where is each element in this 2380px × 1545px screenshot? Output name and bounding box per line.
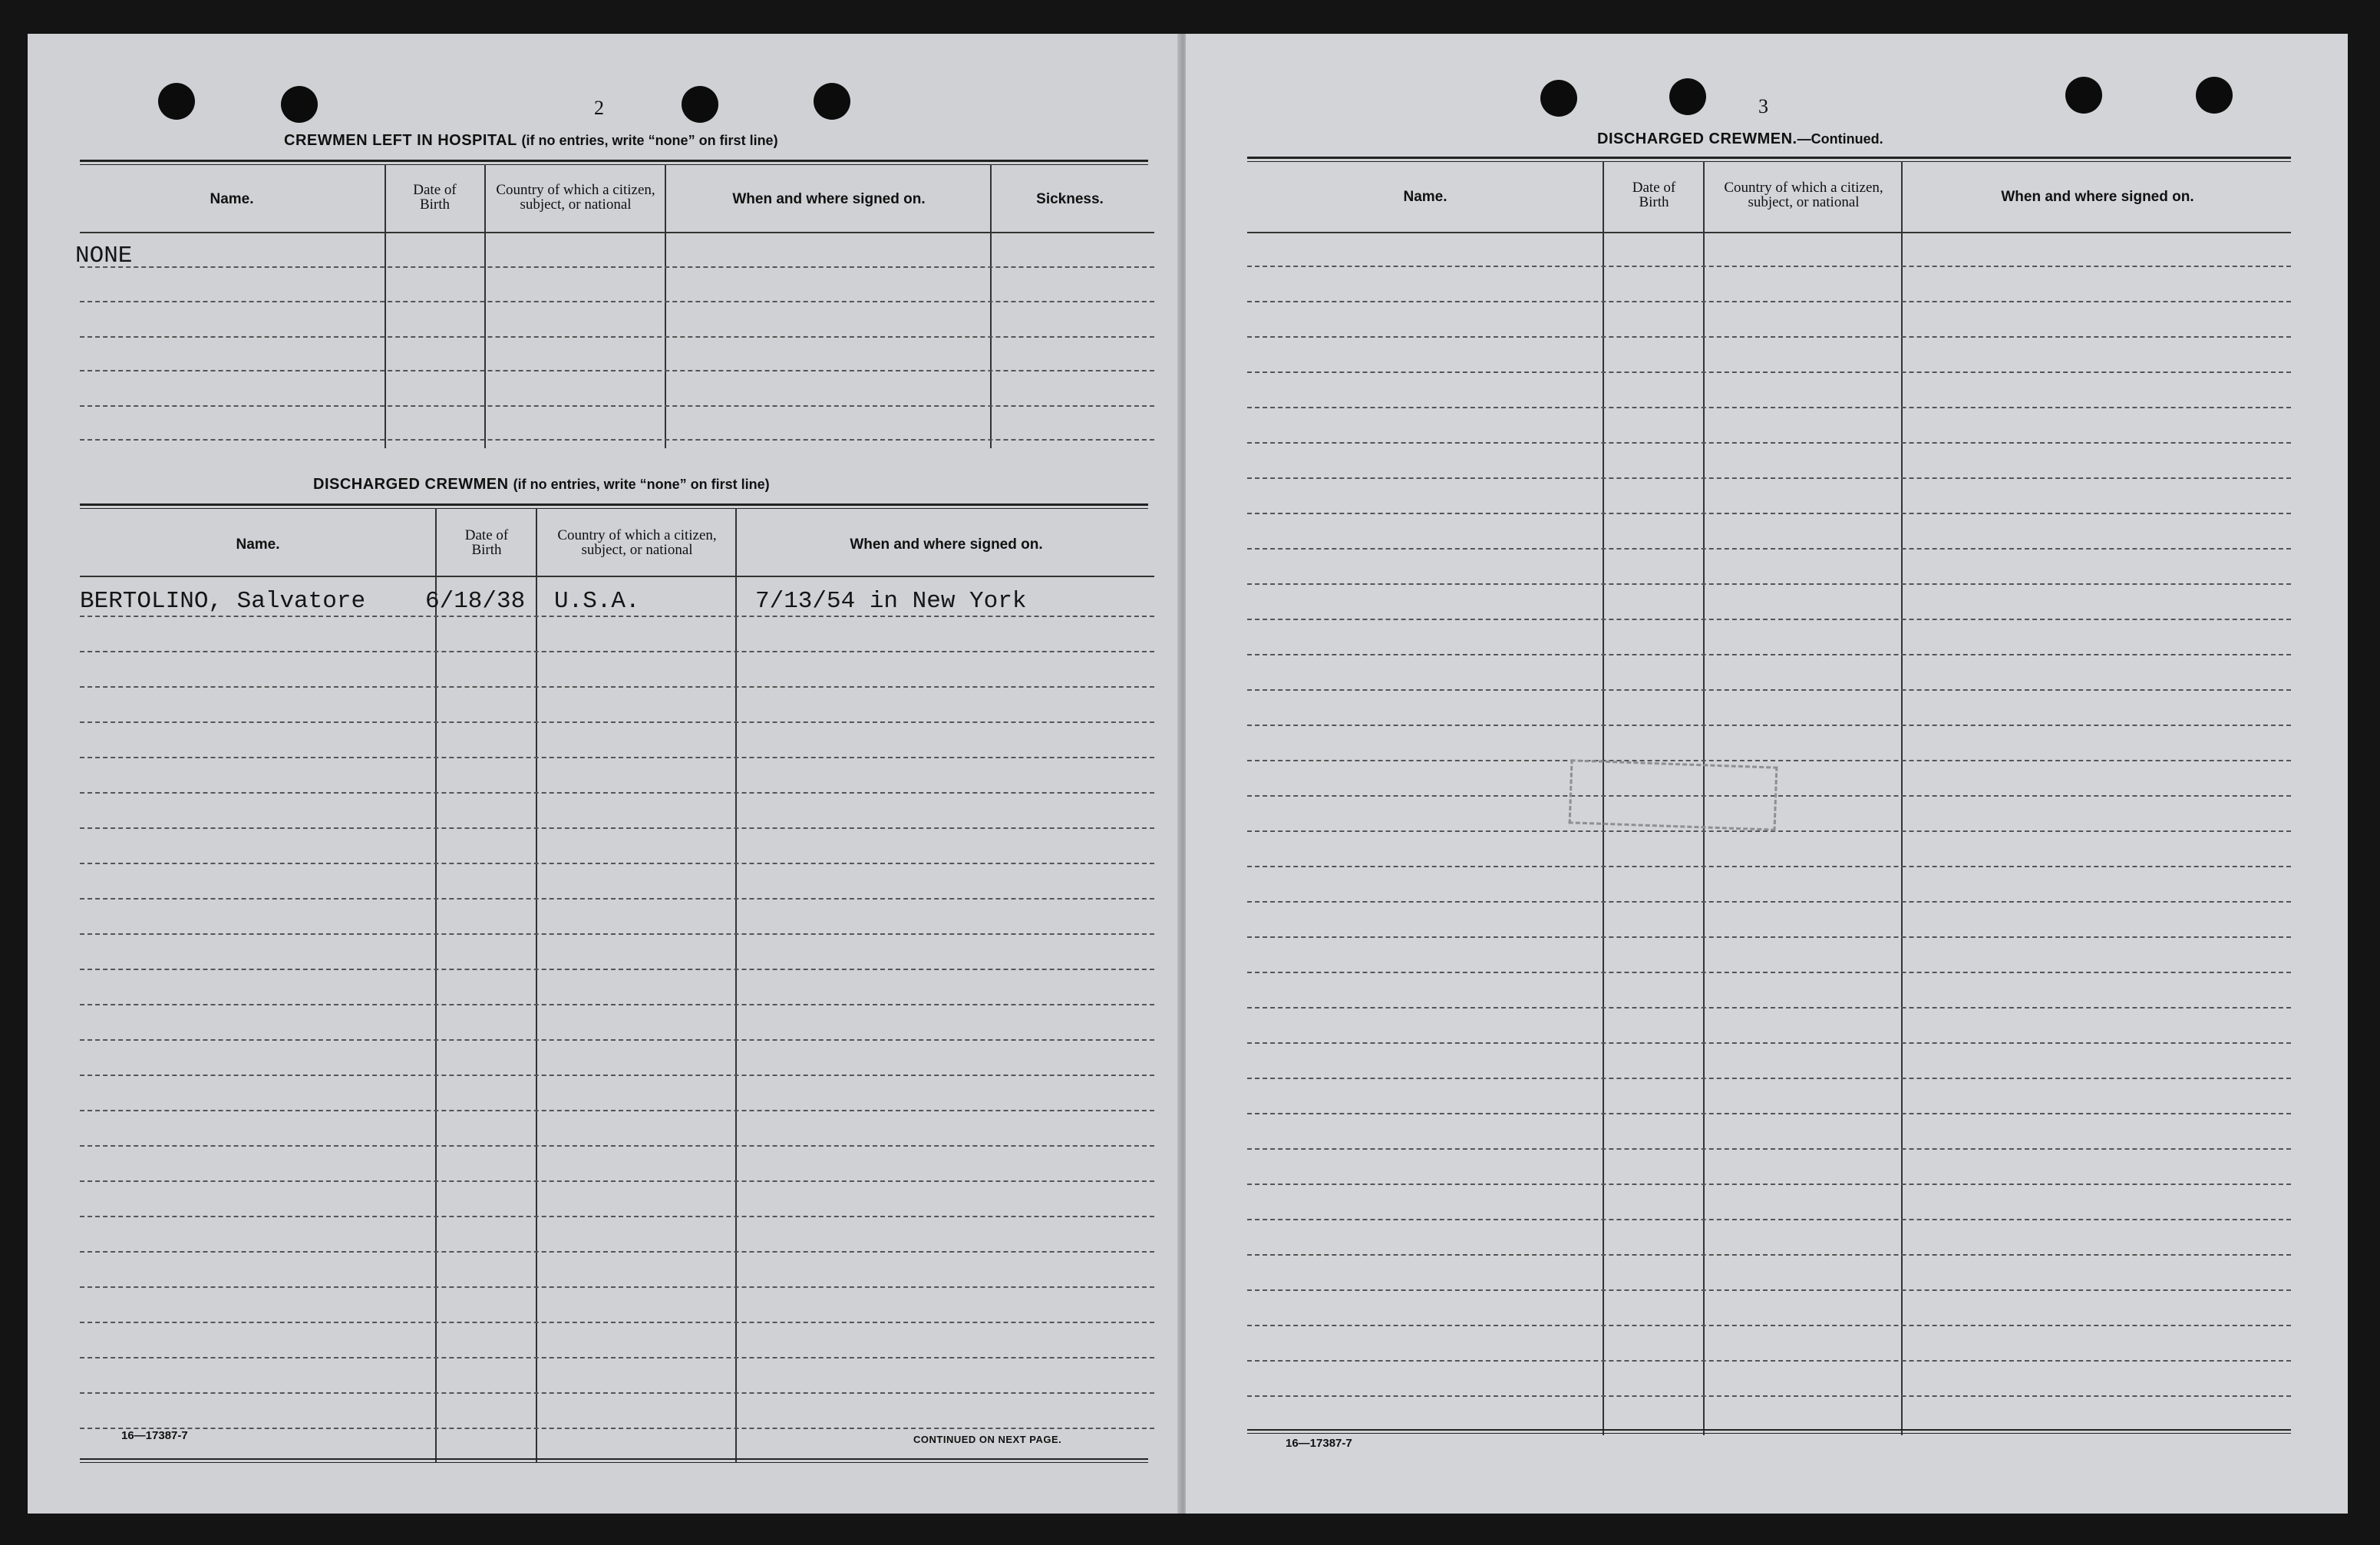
hospital-header-country: Country of which a citizen, subject, or national (496, 182, 655, 213)
discharged-entry-line (80, 969, 1154, 970)
right-entry-line (1247, 972, 2291, 973)
right-entry-line (1247, 371, 2291, 373)
right-entry-line (1247, 1078, 2291, 1079)
discharged-header-name: Name. (236, 536, 280, 553)
right-entry-line (1247, 654, 2291, 655)
right-entry-line (1247, 1219, 2291, 1220)
right-entry-line (1247, 1289, 2291, 1291)
right-entry-line (1247, 901, 2291, 903)
punch-hole (2196, 77, 2233, 114)
right-entry-line (1247, 513, 2291, 514)
right-entry-line (1247, 266, 2291, 267)
punch-hole (1540, 80, 1577, 117)
discharged-entry-dob: 6/18/38 (425, 588, 526, 615)
right-entry-line (1247, 1325, 2291, 1326)
page-number: 2 (594, 97, 604, 119)
continued-note: CONTINUED ON NEXT PAGE. (913, 1434, 1062, 1445)
right-entry-line (1247, 866, 2291, 867)
right-entry-line (1247, 1360, 2291, 1362)
discharged-entry-line (80, 686, 1154, 688)
discharged-header-country: Country of which a citizen, subject, or national (557, 527, 717, 558)
discharged-header-rule (80, 576, 1154, 577)
discharged-entry-line (80, 757, 1154, 758)
discharged-entry-line (80, 1145, 1154, 1147)
hospital-entry-name: NONE (75, 243, 133, 269)
discharged-entry-line (80, 1180, 1154, 1182)
right-title-text: DISCHARGED CREWMEN. (1597, 130, 1797, 147)
hospital-section-title (284, 132, 778, 150)
page-number: 3 (1758, 95, 1768, 117)
right-entry-line (1247, 301, 2291, 302)
discharged-entry-line (80, 1286, 1154, 1288)
right-entry-line (1247, 1148, 2291, 1150)
punch-hole (1669, 78, 1706, 115)
discharged-entry-line (80, 827, 1154, 829)
discharged-entry-line (80, 1004, 1154, 1005)
hospital-table (75, 164, 1154, 487)
discharged-entry-line (80, 1110, 1154, 1111)
right-entry-line (1247, 1395, 2291, 1397)
discharged-entry-line (80, 1216, 1154, 1217)
hospital-entry-line (80, 266, 1154, 268)
discharged-entry-line (80, 933, 1154, 935)
left-page (28, 34, 1179, 1514)
discharged-section-title (313, 476, 770, 494)
right-section-title (1597, 130, 1883, 148)
punch-hole (682, 86, 718, 123)
right-header-signed: When and where signed on. (2001, 188, 2194, 205)
discharged-entry-name: BERTOLINO, Salvatore (80, 588, 366, 615)
right-entry-line (1247, 548, 2291, 550)
discharged-entry-line (80, 898, 1154, 900)
discharged-entry-line (80, 1251, 1154, 1253)
punch-hole (814, 83, 850, 120)
hospital-entry-line (80, 370, 1154, 371)
discharged-bottom-rule (80, 1458, 1148, 1463)
hospital-header-dob: Date of Birth (413, 182, 457, 213)
right-entry-line (1247, 760, 2291, 761)
discharged-header-dob: Date of Birth (464, 527, 509, 558)
right-header-country: Country of which a citizen, subject, or national (1724, 180, 1883, 210)
discharged-entry-line (80, 1039, 1154, 1041)
discharged-entry-line (80, 1075, 1154, 1076)
hospital-header-rule (80, 232, 1154, 233)
faded-stamp (1569, 759, 1778, 830)
discharged-entry-line (80, 1357, 1154, 1358)
discharged-entry-line (80, 863, 1154, 864)
discharged-entry-line (80, 1322, 1154, 1323)
punch-hole (281, 86, 318, 123)
right-entry-line (1247, 619, 2291, 620)
right-entry-line (1247, 1184, 2291, 1185)
discharged-entry-line (80, 721, 1154, 723)
discharged-title-text: DISCHARGED CREWMEN (313, 476, 509, 493)
hospital-header-sickness: Sickness. (1036, 190, 1104, 207)
discharged-entry-line (80, 616, 1154, 617)
right-entry-line (1247, 689, 2291, 691)
punch-hole (158, 83, 195, 120)
discharged-entry-line (80, 792, 1154, 794)
discharged-title-note: (if no entries, write “none” on first line) (513, 477, 770, 492)
right-entry-line (1247, 1007, 2291, 1009)
hospital-entry-line (80, 301, 1154, 302)
right-header-dob: Date of Birth (1632, 180, 1676, 210)
discharged-entry-country: U.S.A. (554, 588, 640, 615)
form-number: 16—17387-7 (121, 1429, 188, 1442)
discharged-entry-signed: 7/13/54 in New York (755, 588, 1027, 615)
hospital-header-signed: When and where signed on. (732, 190, 926, 207)
right-entry-line (1247, 477, 2291, 479)
right-header-name: Name. (1403, 188, 1447, 205)
hospital-entry-line (80, 439, 1154, 441)
right-header-rule (1247, 232, 2291, 233)
hospital-title-text: CREWMEN LEFT IN HOSPITAL (284, 132, 517, 149)
right-page (1186, 34, 2348, 1514)
discharged-header-signed: When and where signed on. (850, 536, 1043, 553)
hospital-header-name: Name. (210, 190, 254, 207)
right-entry-line (1247, 1042, 2291, 1044)
right-entry-line (1247, 725, 2291, 726)
right-column-divider (1901, 161, 1903, 1435)
right-title-suffix: —Continued. (1797, 131, 1883, 147)
right-entry-line (1247, 407, 2291, 408)
right-entry-line (1247, 1113, 2291, 1114)
discharged-entry-line (80, 1428, 1154, 1429)
right-entry-line (1247, 583, 2291, 585)
right-entry-line (1247, 936, 2291, 938)
hospital-entry-line (80, 405, 1154, 407)
discharged-table (80, 508, 1154, 1467)
punch-hole (2065, 77, 2102, 114)
right-entry-line (1247, 336, 2291, 338)
hospital-entry-line (80, 336, 1154, 338)
hospital-title-note: (if no entries, write “none” on first line) (521, 133, 778, 148)
discharged-entry-line (80, 1392, 1154, 1394)
form-number: 16—17387-7 (1286, 1437, 1352, 1450)
right-bottom-rule (1247, 1429, 2291, 1434)
discharged-entry-line (80, 651, 1154, 652)
right-entry-line (1247, 1254, 2291, 1256)
right-entry-line (1247, 442, 2291, 444)
